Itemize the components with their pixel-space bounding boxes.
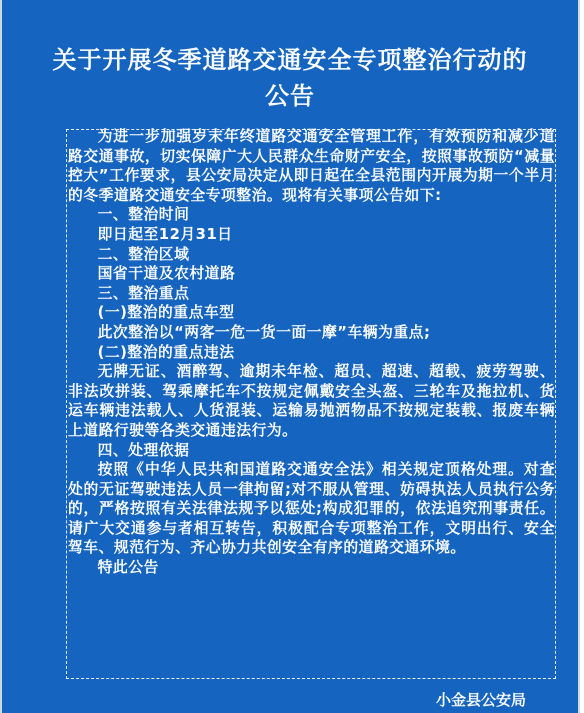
section-4-heading: 四、处理依据 bbox=[97, 441, 190, 459]
section-3-sub-2-heading: (二)整治的重点违法 bbox=[97, 343, 235, 361]
notice-body bbox=[68, 127, 555, 578]
section-2-text: 国省干道及农村道路 bbox=[97, 265, 236, 283]
title-line-1: 关于开展冬季道路交通安全专项整治行动的 bbox=[52, 46, 528, 74]
closing-text: 特此公告 bbox=[97, 559, 159, 577]
section-2-heading: 二、整治区域 bbox=[97, 245, 190, 263]
section-3-sub-2-text: 无牌无证、酒醉驾、逾期未年检、超员、超速、超载、疲劳驾驶、非法改拼装、驾乘摩托车不按规定佩戴安全头盔、三轮车及拖拉机、货运车辆违法载人、人货混装、运输易抛洒物品不按规定装载、报废车辆上道路行驶等各类交通违法行为。 bbox=[68, 363, 555, 439]
section-1-text: 即日起至12月31日 bbox=[97, 225, 233, 243]
issuer-signature: 小金县公安局 bbox=[435, 691, 526, 709]
notice-title bbox=[2, 42, 578, 114]
title-line-2: 公告 bbox=[265, 82, 315, 110]
section-3-heading: 三、整治重点 bbox=[97, 284, 190, 302]
section-4-text: 按照《中华人民共和国道路交通安全法》相关规定顶格处理。对查处的无证驾驶违法人员一律拘留;对不服从管理、妨碍执法人员执行公务的，严格按照有关法律法规予以惩处;构成犯罪的，依法追究刑事责任。请广大交通参与者相互转告，积极配合专项整治工作，文明出行、安全驾车、规范行为、齐心协力共创安全有序的道路交通环境。 bbox=[68, 461, 555, 557]
intro-paragraph: 为进一步加强岁末年终道路交通安全管理工作，有效预防和减少道路交通事故，切实保障广大人民群众生命财产安全，按照事故预防“减量控大”工作要求，县公安局决定从即日起在全县范围内开展为期一个半月的冬季道路交通安全专项整治。现将有关事项公告如下: bbox=[68, 128, 555, 204]
section-3-sub-1-text: 此次整治以“两客一危一货一面一摩”车辆为重点; bbox=[97, 323, 431, 341]
section-1-heading: 一、整治时间 bbox=[97, 206, 190, 224]
section-3-sub-1-heading: (一)整治的重点车型 bbox=[97, 304, 235, 322]
